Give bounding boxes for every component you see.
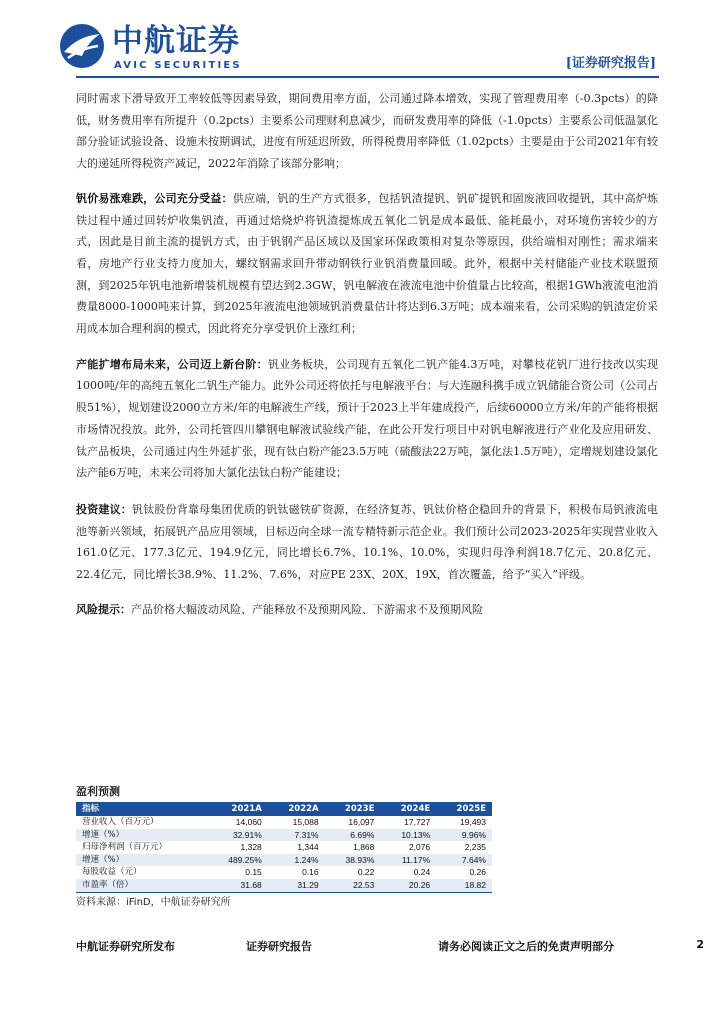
table-cell: 11.17%: [380, 854, 436, 867]
table-row: [76, 866, 492, 879]
column-header: 2025E: [436, 802, 492, 816]
table-row: [76, 854, 492, 867]
paragraph-heading: 投资建议：: [76, 502, 132, 516]
table-cell: 0.22: [357, 867, 375, 878]
table-cell: 32.91%: [207, 829, 268, 842]
table-cell: 16,097: [348, 817, 375, 827]
paragraph-risk: [76, 599, 658, 621]
brand-name-en: AVIC SECURITIES: [114, 60, 242, 71]
earnings-forecast-section: [76, 785, 492, 910]
paragraph-text: 产品价格大幅波动风险、产能释放不及预期风险、下游需求不及预期风险: [131, 602, 483, 616]
paragraph-vanadium-price: [76, 188, 658, 340]
paragraph-text: 钒业务板块，公司现有五氧化二钒产能4.3万吨，对攀枝花钒厂进行技改以实现1000吨/年的高纯五氧化二钒生产能力。此外公司还将依托与电解液平台：与大连融科携手成立钒储能合资公司（公司占股51%），规划建设2000立方米/年的电解液生产线，预计于2023上半年建成投产，后续60000立方米/年的产能将根据市场情况投放。此外，公司托管四川攀钢电解液试验线产能，在此公开发行项目中对钒电解液进行产业化及应用研发、钛产品板块，公司通过内生外延扩张，现有钛白粉产能23.5万吨（硫酸法22万吨，氯化法1.5万吨），定增规划建设氯化法产能6万吨，未来公司将加大氯化法钛白粉产能建设；: [76, 357, 658, 480]
table-header-row: [76, 802, 492, 816]
row-label: 市盈率（倍）: [76, 879, 207, 892]
table-cell: 38.93%: [325, 854, 381, 867]
table-cell: 0.15: [245, 867, 262, 878]
paragraph-capacity: [76, 354, 658, 484]
table-cell: 1,868: [353, 842, 375, 853]
column-header: 2023E: [325, 802, 381, 816]
table-cell: 14,060: [235, 817, 262, 827]
page-footer: [76, 938, 704, 958]
company-logo: [58, 22, 248, 70]
table-cell: 0.24: [413, 867, 431, 878]
table-source-note: 资料来源：iFinD，中航证券研究所: [76, 896, 231, 908]
column-header: 指标: [76, 802, 207, 816]
column-header: 2024E: [380, 802, 436, 816]
paragraph-expenses: [76, 88, 658, 175]
paragraph-text: 供应端，钒的生产方式很多，包括钒渣提钒、钒矿提钒和固废液回收提钒，其中高炉炼铁过程中通过回转炉收集钒渣，再通过焙烧炉将钒渣提炼成五氧化二钒是成本最低、能耗最小，对环境伤害较少的方式，因此是目前主流的提钒方式，由于钒钢产品区域以及国家环保政策相对复杂等原因，供给端相对刚性；需求端来看，房地产行业支持力度加大，螺纹钢需求回升带动钢铁行业钒消费量回暖。此外，根据中关村储能产业技术联盟预测，到2025年钒电池新增装机规模有望达到2.3GW，钒电解液在液流电池中价值量占比较高，根据1GWh液流电池消费量8000-1000吨来计算，到2025年液流电池领域钒消费量估计将达到6.3万吨；成本端来看，公司采购的钒渣定价采用成本加合理利润的模式，因此将充分享受钒价上涨红利；: [76, 191, 659, 336]
paragraph-heading: 产能扩增布局未来，公司迈上新台阶：: [76, 357, 268, 371]
brand-name-cn: 中航证券: [112, 23, 240, 59]
page-header: [0, 0, 724, 78]
paragraph-text: 同时需求下滑导致开工率较低等因素导致，期间费用率方面，公司通过降本增效，实现了管理费用率（-0.3pcts）的降低，财务费用率有所提升（0.2pcts）主要系公司理财利息减少，而研发费用率的降低（-1.0pcts）主要系公司低温氯化部分验证试验设备、设施未按期调试，进度有所延迟所致，所得税费用率降低（1.02pcts）主要是由于公司2021年有较大的递延所得税资产减记，2022年消除了该部分影响；: [76, 92, 658, 171]
table-cell: 9.96%: [436, 829, 492, 842]
paragraph-text: 钒钛股份背靠母集团优质的钒钛磁铁矿资源，在经济复苏、钒钛价格企稳回升的背景下，积极布局钒液流电池等新兴领域，拓展钒产品应用领域，目标迈向全球一流专精特新示范企业。我们预计公司2023-2025年实现营业收入161.0亿元、177.3亿元、194.9亿元，同比增长6.7%、10.1%、10.0%，实现归母净利润18.7亿元、20.8亿元、22.4亿元，同比增长38.9%、11.2%、7.6%，对应PE 23X、20X、19X，首次覆盖，给予“买入”评级。: [76, 502, 659, 582]
table-cell: 0.16: [302, 867, 319, 878]
row-label: 增速（%）: [76, 829, 207, 842]
table-cell: 31.68: [207, 879, 268, 892]
table-cell: 31.29: [268, 879, 325, 892]
table-cell: 17,727: [404, 817, 431, 827]
table-cell: 10.13%: [380, 829, 436, 842]
footer-report-type: 证券研究报告: [246, 940, 312, 953]
footer-publisher: 中航证券研究所发布: [76, 940, 175, 953]
table-cell: 7.31%: [268, 829, 325, 842]
table-row: [76, 841, 492, 854]
report-type-tag: [证券研究报告]: [565, 56, 656, 71]
table-cell: 18.82: [436, 879, 492, 892]
table-cell: 15,088: [292, 817, 319, 827]
page-number: 2: [696, 938, 704, 951]
table-cell: 6.69%: [325, 829, 381, 842]
table-cell: 20.26: [380, 879, 436, 892]
table-cell: 2,076: [408, 842, 431, 853]
table-row: [76, 879, 492, 892]
table-row: [76, 829, 492, 842]
paragraph-investment: [76, 499, 658, 586]
paragraph-heading: 钒价易涨难跌，公司充分受益：: [76, 191, 233, 205]
row-label: 营业收入（百万元）: [82, 817, 159, 827]
earnings-forecast-table: [76, 802, 492, 893]
table-cell: 1,344: [297, 842, 319, 853]
row-label: 增速（%）: [76, 854, 207, 867]
table-row: [76, 816, 492, 829]
footer-disclaimer: 请务必阅读正文之后的免责声明部分: [438, 940, 614, 953]
paragraph-heading: 风险提示：: [76, 602, 131, 616]
table-cell: 1.24%: [268, 854, 325, 867]
table-cell: 22.53: [325, 879, 381, 892]
table-title: 盈利预测: [76, 785, 120, 798]
avic-logo-icon: [58, 22, 106, 70]
row-label: 归母净利润（百万元）: [82, 842, 168, 853]
column-header: 2021A: [207, 802, 268, 816]
table-cell: 1,328: [240, 842, 262, 853]
row-label: 每股收益（元）: [82, 867, 142, 878]
report-body: [76, 88, 658, 635]
column-header: 2022A: [268, 802, 325, 816]
table-cell: 489.25%: [207, 854, 268, 867]
table-cell: 0.26: [469, 867, 486, 878]
table-cell: 2,235: [464, 842, 486, 853]
table-cell: 19,493: [460, 817, 486, 827]
table-cell: 7.64%: [436, 854, 492, 867]
header-divider: [76, 76, 659, 78]
